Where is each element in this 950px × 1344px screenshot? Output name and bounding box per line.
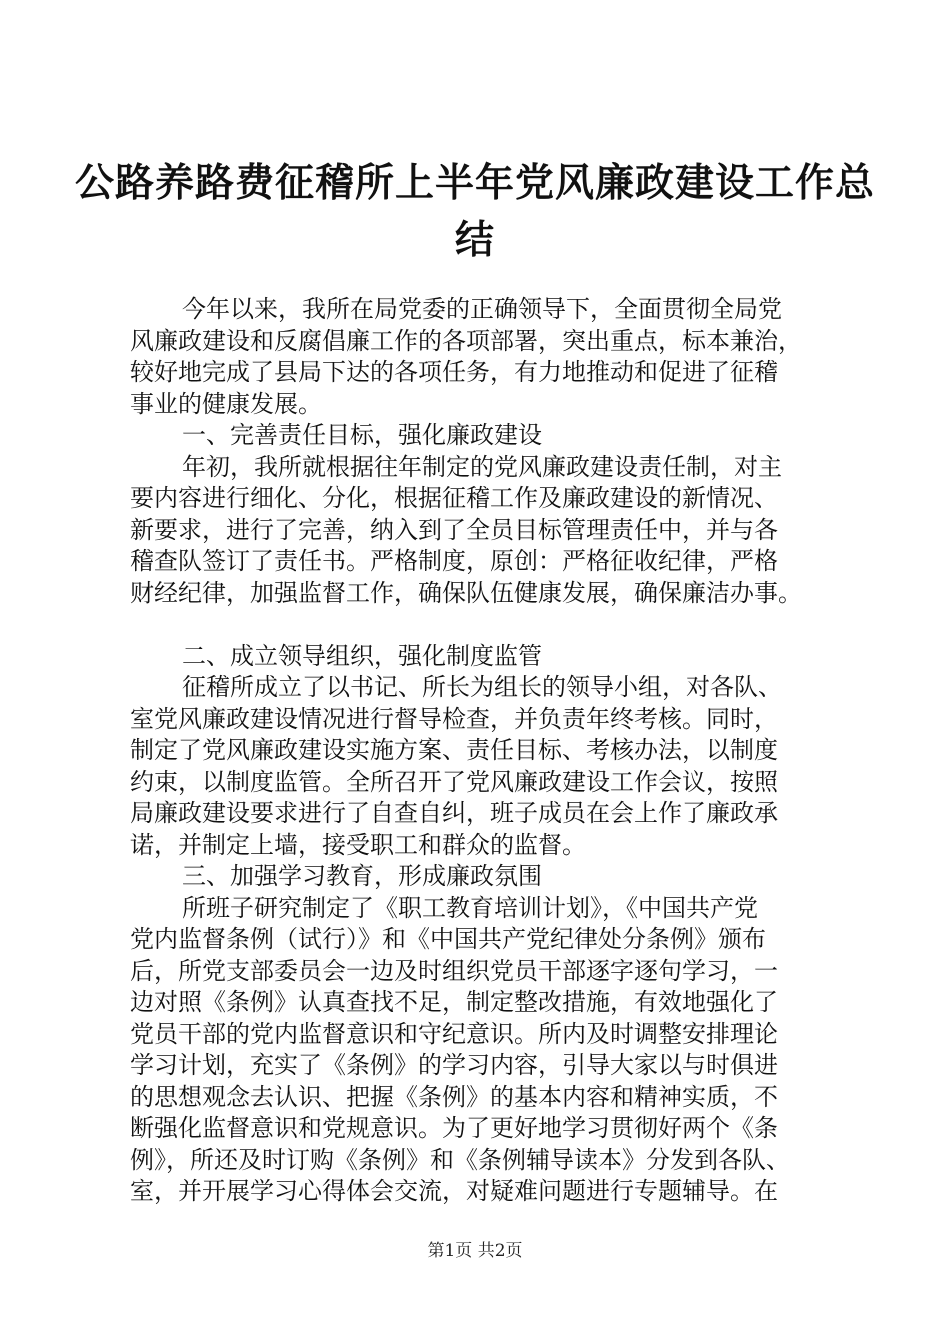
section-heading-2: 二、成立领导组织，强化制度监管 [182,641,542,670]
paragraph-line: 的思想观念去认识、把握《条例》的基本内容和精神实质，不 [130,1082,778,1111]
paragraph-line: 例》，所还及时订购《条例》和《条例辅导读本》分发到各队、 [130,1145,790,1174]
paragraph-line: 较好地完成了县局下达的各项任务，有力地推动和促进了征稽 [130,358,778,386]
document-body [130,294,850,1208]
paragraph-line: 党员干部的党内监督意识和守纪意识。所内及时调整安排理论 [130,1019,778,1048]
paragraph-line: 约束，以制度监管。全所召开了党风廉政建设工作会议，按照 [130,767,778,796]
paragraph-line: 后，所党支部委员会一边及时组织党员干部逐字逐句学习，一 [130,956,778,985]
paragraph-line: 局廉政建设要求进行了自查自纠，班子成员在会上作了廉政承 [130,799,778,827]
paragraph-line: 室，并开展学习心得体会交流，对疑难问题进行专题辅导。在 [130,1177,778,1205]
paragraph-line: 征稽所成立了以书记、所长为组长的领导小组，对各队、 [182,673,782,701]
paragraph-line: 事业的健康发展。 [130,389,322,418]
paragraph-line: 要内容进行细化、分化，根据征稽工作及廉政建设的新情况、 [130,484,778,512]
paragraph-line: 诺，并制定上墙，接受职工和群众的监督。 [130,830,586,859]
blank-line [130,609,850,641]
document-title-line-2: 结 [454,217,495,263]
paragraph-line: 今年以来，我所在局党委的正确领导下，全面贯彻全局党 [182,295,782,323]
paragraph-line: 制定了党风廉政建设实施方案、责任目标、考核办法，以制度 [130,736,778,764]
paragraph-line: 室党风廉政建设情况进行督导检查，并负责年终考核。同时， [130,704,778,733]
paragraph-line: 稽查队签订了责任书。严格制度，原创：严格征收纪律，严格 [130,547,778,575]
paragraph-line: 所班子研究制定了《职工教育培训计划》，《中国共产党 [182,893,758,922]
page-number-footer: 第1页 共2页 [427,1241,523,1261]
paragraph-line: 风廉政建设和反腐倡廉工作的各项部署，突出重点，标本兼治， [130,326,802,355]
paragraph-line: 学习计划，充实了《条例》的学习内容，引导大家以与时俱进 [130,1051,778,1079]
paragraph-line: 年初，我所就根据往年制定的党风廉政建设责任制，对主 [182,452,782,481]
document-title-line-1: 公路养路费征稽所上半年党风廉政建设工作总 [74,160,875,206]
paragraph-line: 新要求，进行了完善，纳入到了全员目标管理责任中，并与各 [130,515,778,544]
section-heading-3: 三、加强学习教育，形成廉政氛围 [182,862,542,890]
paragraph-line: 党内监督条例（试行）》和《中国共产党纪律处分条例》颁布 [130,925,766,953]
paragraph-line: 财经纪律，加强监督工作，确保队伍健康发展，确保廉洁办事。 [130,578,802,607]
section-heading-1: 一、完善责任目标，强化廉政建设 [182,421,542,449]
paragraph-line: 断强化监督意识和党规意识。为了更好地学习贯彻好两个《条 [130,1114,778,1142]
paragraph-line: 边对照《条例》认真查找不足，制定整改措施，有效地强化了 [130,988,778,1016]
